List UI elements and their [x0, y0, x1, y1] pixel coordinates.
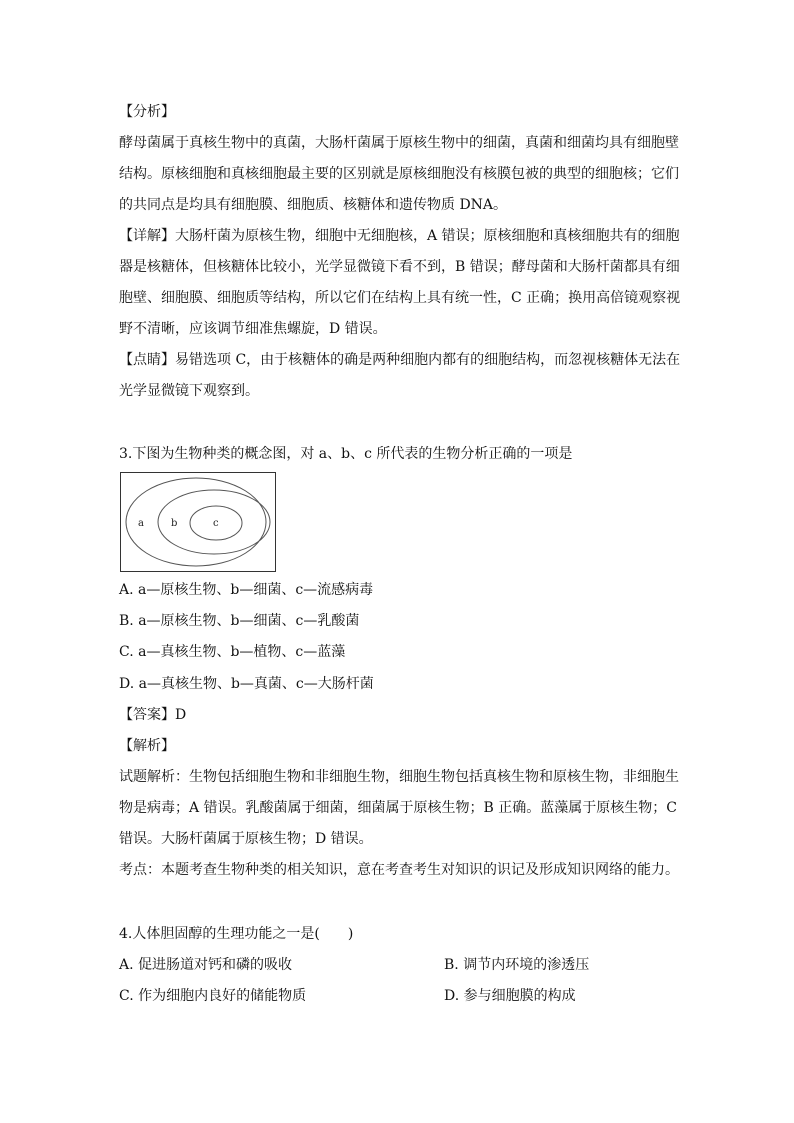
analysis-line: 结构。原核细胞和真核细胞最主要的区别就是原核细胞没有核膜包被的典型的细胞核；它们 [119, 166, 679, 182]
q4-option-a: A. 促进肠道对钙和磷的吸收 [119, 957, 293, 973]
question-4-stem: 4.人体胆固醇的生理功能之一是( ) [119, 926, 354, 942]
option-b: B. a—原核生物、b—细菌、c—乳酸菌 [119, 613, 360, 629]
detail-line: 【详解】大肠杆菌为原核生物，细胞中无细胞核，A 错误；原核细胞和真核细胞共有的细胞 [119, 228, 680, 244]
q4-option-b: B. 调节内环境的渗透压 [444, 957, 590, 973]
option-a: A. a—原核生物、b—细菌、c—流感病毒 [119, 582, 374, 598]
label-c: c [213, 518, 219, 529]
question-3-stem: 3.下图为生物种类的概念图，对 a、b、c 所代表的生物分析正确的一项是 [119, 446, 573, 462]
concept-diagram [120, 472, 276, 572]
answer: 【答案】D [119, 707, 187, 723]
analysis-line: 的共同点是均具有细胞膜、细胞质、核糖体和遗传物质 DNA。 [119, 197, 508, 213]
detail-line: 胞壁、细胞膜、细胞质等结构，所以它们在结构上具有统一性，C 正确；换用高倍镜观察视 [119, 290, 681, 306]
option-d: D. a—真核生物、b—真菌、c—大肠杆菌 [119, 676, 374, 692]
label-a: a [138, 518, 144, 529]
analysis-header: 【分析】 [119, 104, 175, 120]
explanation-line: 错误。大肠杆菌属于原核生物；D 错误。 [119, 831, 373, 847]
detail-line: 器是核糖体，但核糖体比较小，光学显微镜下看不到，B 错误；酵母菌和大肠杆菌都具有细 [119, 259, 680, 275]
comment-line: 【点睛】易错选项 C，由于核糖体的确是两种细胞内都有的细胞结构，而忽视核糖体无法在 [119, 352, 681, 368]
q4-option-c: C. 作为细胞内良好的储能物质 [119, 988, 307, 1004]
explanation-line: 试题解析：生物包括细胞生物和非细胞生物，细胞生物包括真核生物和原核生物，非细胞生 [119, 769, 679, 785]
detail-line: 野不清晰，应该调节细准焦螺旋，D 错误。 [119, 321, 387, 337]
option-c: C. a—真核生物、b—植物、c—蓝藻 [119, 644, 346, 660]
q4-option-d: D. 参与细胞膜的构成 [444, 988, 576, 1004]
comment-line: 光学显微镜下观察到。 [119, 383, 259, 399]
test-point: 考点：本题考查生物种类的相关知识，意在考查考生对知识的识记及形成知识网络的能力。 [119, 862, 679, 878]
label-b: b [171, 518, 178, 529]
analysis-line: 酵母菌属于真核生物中的真菌，大肠杆菌属于原核生物中的细菌，真菌和细菌均具有细胞壁 [119, 135, 679, 151]
explanation-line: 物是病毒；A 错误。乳酸菌属于细菌，细菌属于原核生物；B 正确。蓝藻属于原核生物；C [119, 800, 678, 816]
explanation-header: 【解析】 [119, 738, 175, 754]
